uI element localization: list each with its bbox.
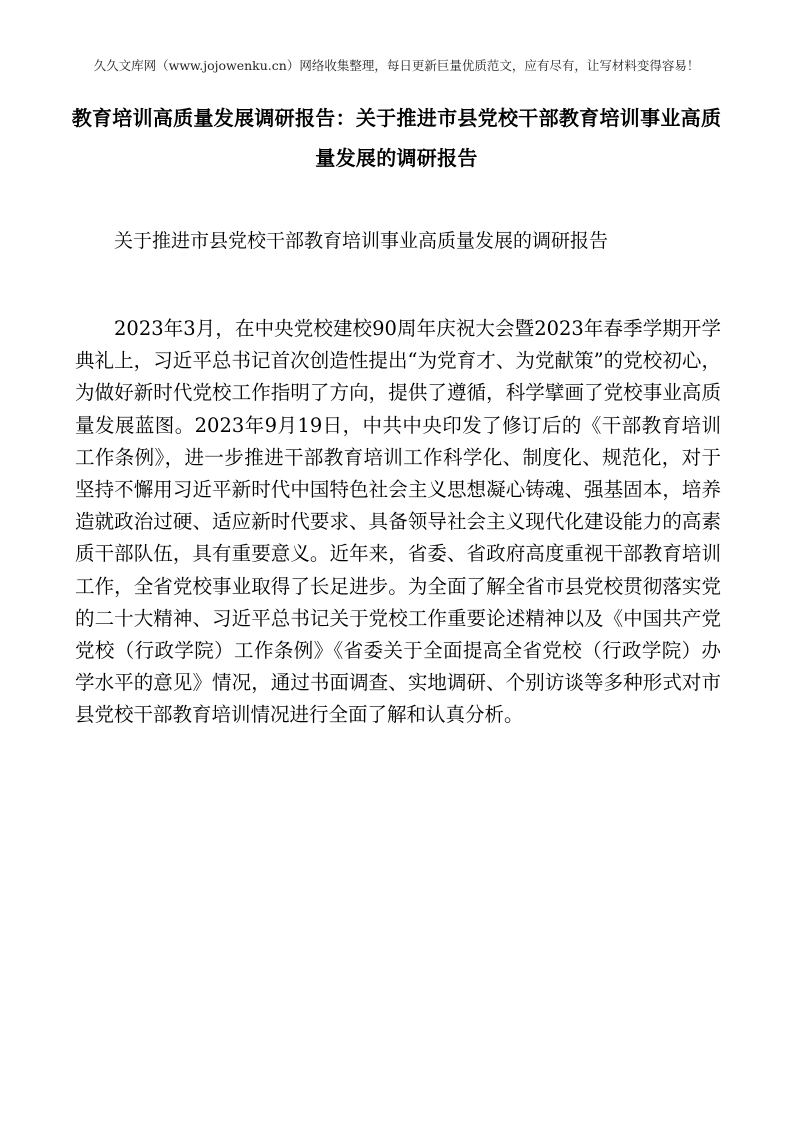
header-note: 久久文库网（www.jojowenku.cn）网络收集整理，每日更新巨量优质范文，应有尽有，让写材料变得容易！ — [93, 58, 700, 73]
body-paragraph: 2023年3月，在中央党校建校90周年庆祝大会暨2023年春季学期开学典礼上，习近平总书记首次创造性提出“为党育才、为党献策”的党校初心，为做好新时代党校工作指明了方向，提供了遵循，科学擘画了党校事业高质量发展蓝图。2023年9月19日，中共中央印发了修订后的《干部教育培训工作条例》，进一步推进干部教育培训工作科学化、制度化、规范化，对于坚持不懈用习近平新时代中国特色社会主义思想凝心铸魂、强基固本，培养造就政治过硬、适应新时代要求、具备领导社会主义现代化建设能力的高素质干部队伍，具有重要意义。近年来，省委、省政府高度重视干部教育培训工作，全省党校事业取得了长足进步。为全面了解全省市县党校贯彻落实党的二十大精神、习近平总书记关于党校工作重要论述精神以及《中国共产党党校（行政学院）工作条例》《省委关于全面提高全省党校（行政学院）办学水平的意见》情况，通过书面调查、实地调研、个别访谈等多种形式对市县党校干部教育培训情况进行全面了解和认真分析。 — [75, 317, 721, 727]
document-title: 教育培训高质量发展调研报告：关于推进市县党校干部教育培训事业高质量发展的调研报告 — [71, 106, 722, 170]
document-subtitle: 关于推进市县党校干部教育培训事业高质量发展的调研报告 — [114, 230, 609, 252]
